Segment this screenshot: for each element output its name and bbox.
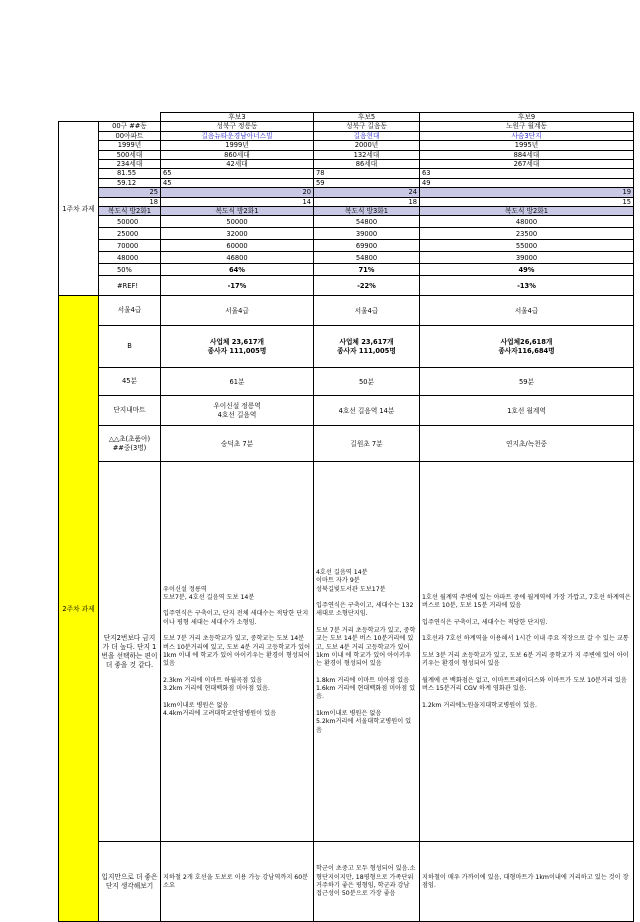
candidate-header: 후보3 [161, 113, 314, 122]
week2-row [59, 426, 634, 462]
candidate3-value: -17% [161, 276, 314, 296]
cell-text: 우이신설 정릉역 도보7분, 4호선 길음역 도보 14분 입주연식은 구축이고, 단지 전체 세대수는 적당한 단지이나 평형 세대는 세대수가 소형임. 도보 7분 거리 초등학교가 있고, 중학교는 도보 14분 버스 10분거리에 있고, 도보 4분 거리 고등학교가 있어 1km 이내 에 학교가 있어 아이키우는 환경이 형성되어 있음 2.3km 거리에 이마트 하월곡점 있음 3.2km 거리에 현대백화점 미아점 있음. 1km이내로 병원은 없음 4.4km거리에 고려대학교안암병원이 있음 [163, 585, 311, 718]
candidate5-value: 132세대 [314, 150, 420, 159]
week1-row [59, 141, 634, 150]
row-key [99, 462, 161, 842]
candidate3-value: 복도식 방2화1 [161, 207, 314, 216]
candidate3-value [161, 296, 314, 326]
cell-text: 사업체 23,617개 종사자 111,005명 [337, 338, 396, 355]
candidate9-value: 19 [420, 188, 634, 197]
candidate5-value [314, 426, 420, 462]
week1-row [59, 207, 634, 216]
row-key: 00아파트 [99, 131, 161, 140]
candidate5-value: 54800 [314, 216, 420, 228]
candidate9-value: 884세대 [420, 150, 634, 159]
cell-text: 사업체 23,617개 종사자 111,005명 [207, 338, 267, 355]
candidate9-value: 48000 [420, 216, 634, 228]
week1-row [59, 276, 634, 296]
candidate3-value: 46800 [161, 252, 314, 264]
row-key-text: 45분 [122, 377, 137, 386]
candidate3-value [161, 396, 314, 426]
candidate9-value: 267세대 [420, 160, 634, 169]
comparison-sheet [58, 112, 634, 922]
row-key: 234세대 [99, 160, 161, 169]
candidate9-value: 63 [420, 169, 634, 178]
candidate3-value [161, 326, 314, 368]
row-key [99, 426, 161, 462]
candidate3-value [161, 368, 314, 396]
week1-row [59, 252, 634, 264]
row-key [99, 368, 161, 396]
candidate9-value [420, 462, 634, 842]
candidate3-value: 860세대 [161, 150, 314, 159]
candidate3-value: 성북구 정릉동 [161, 122, 314, 131]
week2-row [59, 396, 634, 426]
row-key-text: 서울4급 [117, 306, 142, 315]
candidate5-value: 18 [314, 197, 420, 206]
candidate5-value [314, 396, 420, 426]
candidate9-value [420, 396, 634, 426]
candidate9-value: 15 [420, 197, 634, 206]
candidate5-value: 길음현대 [314, 131, 420, 140]
row-key: 59.12 [99, 178, 161, 187]
candidate9-value: -13% [420, 276, 634, 296]
candidate5-value: 59 [314, 178, 420, 187]
candidate5-value [314, 462, 420, 842]
candidate9-value: 49% [420, 264, 634, 276]
candidate9-value: 39000 [420, 252, 634, 264]
row-key [99, 326, 161, 368]
empty-corner [59, 113, 161, 122]
candidate5-value: 성북구 길음동 [314, 122, 420, 131]
cell-text: 4호선 길음역 14분 [338, 406, 395, 415]
candidate3-value: 65 [161, 169, 314, 178]
row-key-text: 입지만으로 더 좋은 단지 생각해보기 [101, 872, 158, 890]
row-key: 81.55 [99, 169, 161, 178]
week1-row [59, 178, 634, 187]
candidate9-value: 23500 [420, 228, 634, 240]
cell-text: 1호선 월계역 [507, 406, 546, 415]
candidate9-value [420, 426, 634, 462]
row-key: 18 [99, 197, 161, 206]
candidate5-value: 86세대 [314, 160, 420, 169]
candidate-header: 후보9 [420, 113, 634, 122]
candidate5-value: -22% [314, 276, 420, 296]
cell-text: 50분 [359, 377, 374, 386]
cell-text: 1호선 월계역 주변에 있는 아파트 중에 월계역에 가장 가깝고, 7호선 하계역은 버스로 10분, 도보 15분 거리에 있음 입주연식은 구축이고, 세대수는 적당한 단지임. 1호선과 7호선 하계역을 이용해서 1시간 이내 주요 직장으로 갈 수 있는 교통 도보 3분 거리 초등학교가 있고, 도보 6분 거리 중학교가 지 주변에 있어 아이키우는 환경이 형성되어 있음 월계에 큰 백화점은 없고, 이마트트레이더스와 이마트가 도보 10분거리 있음 버스 15분거리 CGV 하계 영화관 있음. 1.2km 거리에노원을지대학교병원이 있음. [422, 593, 631, 709]
week2-row [59, 326, 634, 368]
cell-text: 서울4급 [225, 306, 249, 315]
cell-text: 서울4급 [514, 306, 539, 315]
candidate3-value: 45 [161, 178, 314, 187]
cell-text: 길원초 7분 [350, 439, 383, 448]
candidate-header: 후보5 [314, 113, 420, 122]
week1-row [59, 240, 634, 252]
row-key: 1999년 [99, 141, 161, 150]
week1-row [59, 216, 634, 228]
candidate3-value [161, 462, 314, 842]
row-key [99, 296, 161, 326]
candidate3-value: 14 [161, 197, 314, 206]
candidate3-value: 32000 [161, 228, 314, 240]
candidate5-value [314, 368, 420, 396]
week1-row [59, 228, 634, 240]
candidate3-value: 20 [161, 188, 314, 197]
week1-row [59, 160, 634, 169]
candidate5-value: 71% [314, 264, 420, 276]
candidate9-value [420, 842, 634, 922]
candidate9-value: 사슴3단지 [420, 131, 634, 140]
row-key: 00구 ##동 [99, 122, 161, 131]
candidate9-value [420, 326, 634, 368]
week1-row [59, 169, 634, 178]
week1-label: 1주차 과제 [59, 122, 99, 296]
candidate9-value [420, 296, 634, 326]
week1-row [59, 150, 634, 159]
cell-text: 숭덕초 7분 [220, 439, 254, 448]
week2-row [59, 462, 634, 842]
row-key: 70000 [99, 240, 161, 252]
week1-row [59, 122, 634, 131]
cell-text: 우이신설 정릉역 4호선 길음역 [213, 402, 261, 419]
cell-text: 지하철이 매우 가까이에 있음, 대형마트가 1km이내에 거리하고 있는 것이 장점임. [422, 873, 629, 889]
candidate5-value [314, 296, 420, 326]
candidate3-value [161, 426, 314, 462]
row-key [99, 842, 161, 922]
candidate9-value: 1995년 [420, 141, 634, 150]
row-key [99, 396, 161, 426]
cell-text: 사업체26,618개 종사자116,684명 [498, 338, 555, 355]
cell-text: 학군이 초중고 모두 형성되어 있음.소형단지이지만, 18평형으로 가족단위 거주하기 좋은 평형임, 학군과 강남 접근성이 50분으로 가장 좋음 [316, 865, 416, 898]
candidate5-value: 69900 [314, 240, 420, 252]
row-key: 50% [99, 264, 161, 276]
cell-text: 연지초/녹천중 [506, 439, 548, 448]
row-key: #REF! [99, 276, 161, 296]
candidate9-value: 노원구 월계동 [420, 122, 634, 131]
row-key: 50000 [99, 216, 161, 228]
row-key-text: 단지2번보다 금지가 더 높다. 단지 1번을 선택하는 편이 더 좋을 것 같다. [101, 633, 158, 669]
cell-text: 61분 [229, 377, 245, 386]
candidate5-value: 2000년 [314, 141, 420, 150]
week2-row [59, 842, 634, 922]
row-key: 500세대 [99, 150, 161, 159]
week2-row [59, 368, 634, 396]
cell-text: 4호선 길음역 14분 이마트 자가 9분 성북길빛도서관 도보17분 입주연식은 구축이고, 세대수는 132세대로 소형단지임. 도보 7분 거리 초등학교가 있고, 중학교는 도보 14분 버스 10분거리에 있고, 도보 4분 거리 고등학교가 있어 1km 이내 에 학교가 있어 아이키우는 환경이 형성되어 있음 1.8km 거리에 이마트 미아점 있음 1.6km 거리에 현대백화점 미아점 있음. 1km이내로 병원은 없음 5.2km거리에 서울대학교병원이 있음 [316, 569, 416, 734]
candidate5-value: 24 [314, 188, 420, 197]
week1-row [59, 264, 634, 276]
candidate3-value: 길음뉴타운경남아너스빌 [161, 131, 314, 140]
row-key: 48000 [99, 252, 161, 264]
candidate5-value [314, 326, 420, 368]
row-key: 25000 [99, 228, 161, 240]
candidate5-value: 복도식 방3화1 [314, 207, 420, 216]
row-key-text: B [127, 342, 132, 351]
candidate3-value: 50000 [161, 216, 314, 228]
cell-text: 59분 [519, 377, 534, 386]
row-key: 25 [99, 188, 161, 197]
candidate3-value: 64% [161, 264, 314, 276]
candidate3-value: 1999년 [161, 141, 314, 150]
candidate5-value [314, 842, 420, 922]
candidate9-value: 복도식 방2화1 [420, 207, 634, 216]
candidate3-value [161, 842, 314, 922]
cell-text: 서울4급 [354, 306, 379, 315]
candidate5-value: 54800 [314, 252, 420, 264]
row-key-text: 단지내마트 [113, 406, 146, 415]
candidate3-value: 60000 [161, 240, 314, 252]
week2-row [59, 296, 634, 326]
week1-row [59, 131, 634, 140]
week1-row [59, 188, 634, 197]
week1-row [59, 197, 634, 206]
week2-label: 2주차 과제 [59, 296, 99, 922]
row-key-text: △△초(초품아) ##중(3명) [108, 434, 151, 452]
cell-text: 지하철 2개 호선을 도보로 이용 가능 강남역까지 60분 소요 [163, 873, 309, 889]
candidate5-value: 39000 [314, 228, 420, 240]
row-key: 복도식 방2화1 [99, 207, 161, 216]
candidate9-value: 49 [420, 178, 634, 187]
candidate9-value [420, 368, 634, 396]
candidate5-value: 78 [314, 169, 420, 178]
candidate9-value: 55000 [420, 240, 634, 252]
header-row [59, 113, 634, 122]
candidate3-value: 42세대 [161, 160, 314, 169]
